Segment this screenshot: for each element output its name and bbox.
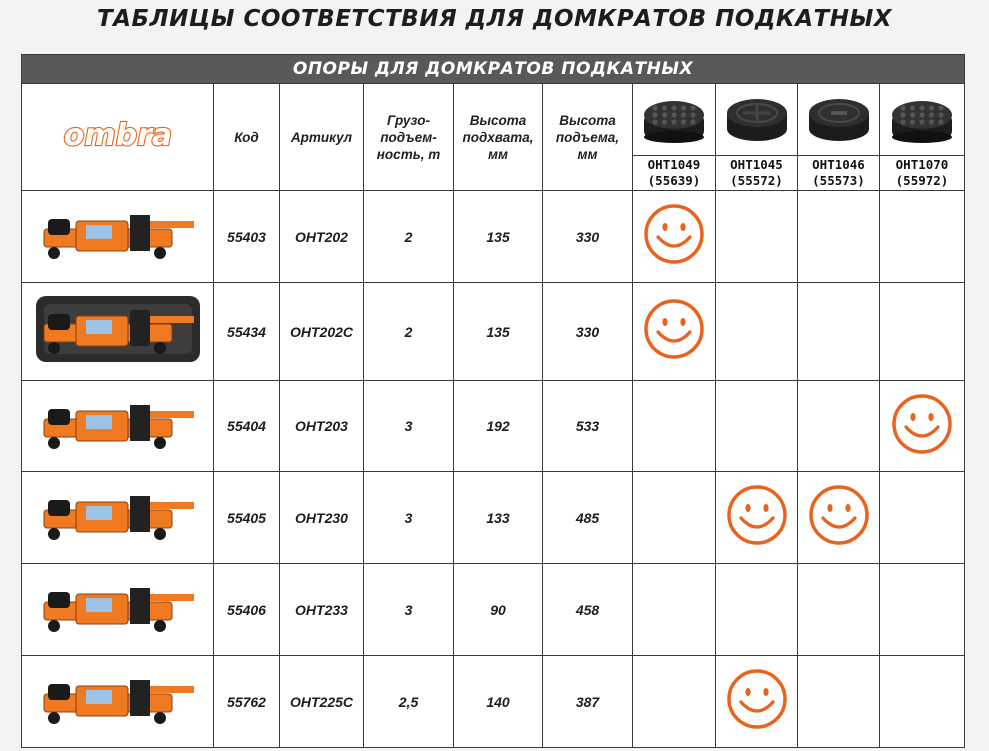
row-code: 55434: [214, 283, 280, 381]
compatible-smiley-icon: [643, 203, 705, 265]
compatible-smiley-icon: [643, 298, 705, 360]
row-pickup-height: 140: [454, 656, 543, 748]
jack-image: [30, 568, 206, 646]
fit-cell-pad-2: [798, 381, 880, 472]
pad-code-0: (55639): [647, 172, 701, 188]
header-pickup-height: [454, 84, 543, 191]
row-pickup-height: 135: [454, 191, 543, 283]
fit-cell-pad-2: [798, 283, 880, 381]
row-code: 55404: [214, 381, 280, 472]
header-row: [22, 84, 965, 191]
fit-cell-pad-3: [880, 564, 965, 656]
fit-cell-pad-0: [633, 656, 716, 748]
brand-logo: [43, 115, 193, 155]
pad-header-3: [880, 84, 965, 191]
fit-cell-pad-3: [880, 656, 965, 748]
jack-image-cell: [22, 472, 214, 564]
row-article: OHT230: [280, 472, 364, 564]
fit-cell-pad-1: [716, 283, 798, 381]
jack-image: [30, 195, 206, 273]
row-capacity: 2,5: [364, 656, 454, 748]
header-lift-line3: мм: [577, 146, 598, 162]
row-article: OHT233: [280, 564, 364, 656]
compatible-smiley-icon: [808, 484, 870, 546]
row-article: OHT225C: [280, 656, 364, 748]
pad-image-2: [798, 85, 879, 156]
row-capacity: 3: [364, 472, 454, 564]
logo-cell: [22, 84, 214, 191]
jack-image-cell: [22, 381, 214, 472]
fit-cell-pad-3: [880, 283, 965, 381]
pad-image-3: [880, 85, 964, 156]
pad-header-2: [798, 84, 880, 191]
row-capacity: 3: [364, 381, 454, 472]
pad-code-3: (55972): [895, 172, 949, 188]
jack-image: [30, 290, 206, 368]
fit-cell-pad-0: [633, 283, 716, 381]
table-row: [22, 472, 965, 564]
fit-cell-pad-1: [716, 564, 798, 656]
table-banner: ОПОРЫ ДЛЯ ДОМКРАТОВ ПОДКАТНЫХ: [22, 55, 965, 84]
jack-image: [30, 476, 206, 554]
pad-code-1: (55572): [730, 172, 783, 188]
header-code: Код: [214, 84, 280, 191]
fit-cell-pad-2: [798, 656, 880, 748]
row-lift-height: 330: [543, 283, 633, 381]
row-code: 55405: [214, 472, 280, 564]
row-code: 55403: [214, 191, 280, 283]
table-row: [22, 564, 965, 656]
jack-image-cell: [22, 564, 214, 656]
table-row: [22, 381, 965, 472]
row-pickup-height: 192: [454, 381, 543, 472]
header-capacity-line3: ность, т: [376, 146, 441, 162]
header-lift-line1: Высота: [559, 112, 616, 128]
fit-cell-pad-2: [798, 191, 880, 283]
table-row: [22, 656, 965, 748]
compatible-smiley-icon: [891, 393, 953, 455]
header-pickup-line1: Высота: [469, 112, 527, 128]
row-capacity: 3: [364, 564, 454, 656]
header-lift-height: [543, 84, 633, 191]
brand-logo-text: ombra: [63, 117, 172, 153]
row-pickup-height: 133: [454, 472, 543, 564]
row-code: 55762: [214, 656, 280, 748]
row-lift-height: 458: [543, 564, 633, 656]
table-row: [22, 191, 965, 283]
fit-cell-pad-1: [716, 191, 798, 283]
compatibility-table: [21, 54, 965, 748]
fit-cell-pad-3: [880, 472, 965, 564]
fit-cell-pad-2: [798, 472, 880, 564]
fit-cell-pad-0: [633, 472, 716, 564]
pad-image-0: [633, 85, 715, 156]
row-pickup-height: 135: [454, 283, 543, 381]
fit-cell-pad-1: [716, 656, 798, 748]
row-lift-height: 533: [543, 381, 633, 472]
row-capacity: 2: [364, 191, 454, 283]
table-row: [22, 283, 965, 381]
row-article: OHT203: [280, 381, 364, 472]
header-capacity: [364, 84, 454, 191]
jack-image-cell: [22, 191, 214, 283]
row-article: OHT202C: [280, 283, 364, 381]
pad-image-1: [716, 85, 797, 156]
pad-header-0: [633, 84, 716, 191]
row-code: 55406: [214, 564, 280, 656]
compatible-smiley-icon: [726, 668, 788, 730]
row-lift-height: 330: [543, 191, 633, 283]
pad-header-1: [716, 84, 798, 191]
header-lift-line2: подъема,: [555, 129, 620, 145]
jack-image-cell: [22, 656, 214, 748]
page-title: ТАБЛИЦЫ СООТВЕТСТВИЯ ДЛЯ ДОМКРАТОВ ПОДКАТНЫХ: [96, 6, 893, 32]
pad-article-1: OHT1045: [730, 156, 783, 172]
row-lift-height: 387: [543, 656, 633, 748]
header-article: Артикул: [280, 84, 364, 191]
fit-cell-pad-1: [716, 472, 798, 564]
fit-cell-pad-0: [633, 191, 716, 283]
pad-code-2: (55573): [812, 172, 865, 188]
compatible-smiley-icon: [726, 484, 788, 546]
fit-cell-pad-2: [798, 564, 880, 656]
jack-image: [30, 660, 206, 738]
row-pickup-height: 90: [454, 564, 543, 656]
fit-cell-pad-0: [633, 564, 716, 656]
header-capacity-line1: Грузо-: [387, 112, 430, 128]
pad-article-0: OHT1049: [647, 156, 701, 172]
fit-cell-pad-3: [880, 381, 965, 472]
row-lift-height: 485: [543, 472, 633, 564]
pad-article-2: OHT1046: [812, 156, 865, 172]
fit-cell-pad-1: [716, 381, 798, 472]
row-article: OHT202: [280, 191, 364, 283]
header-pickup-line3: мм: [488, 146, 508, 162]
header-pickup-line2: подхвата,: [462, 129, 534, 145]
header-capacity-line2: подъем-: [380, 129, 437, 145]
fit-cell-pad-0: [633, 381, 716, 472]
jack-image: [30, 385, 206, 463]
jack-image-cell: [22, 283, 214, 381]
row-capacity: 2: [364, 283, 454, 381]
pad-article-3: OHT1070: [895, 156, 949, 172]
fit-cell-pad-3: [880, 191, 965, 283]
